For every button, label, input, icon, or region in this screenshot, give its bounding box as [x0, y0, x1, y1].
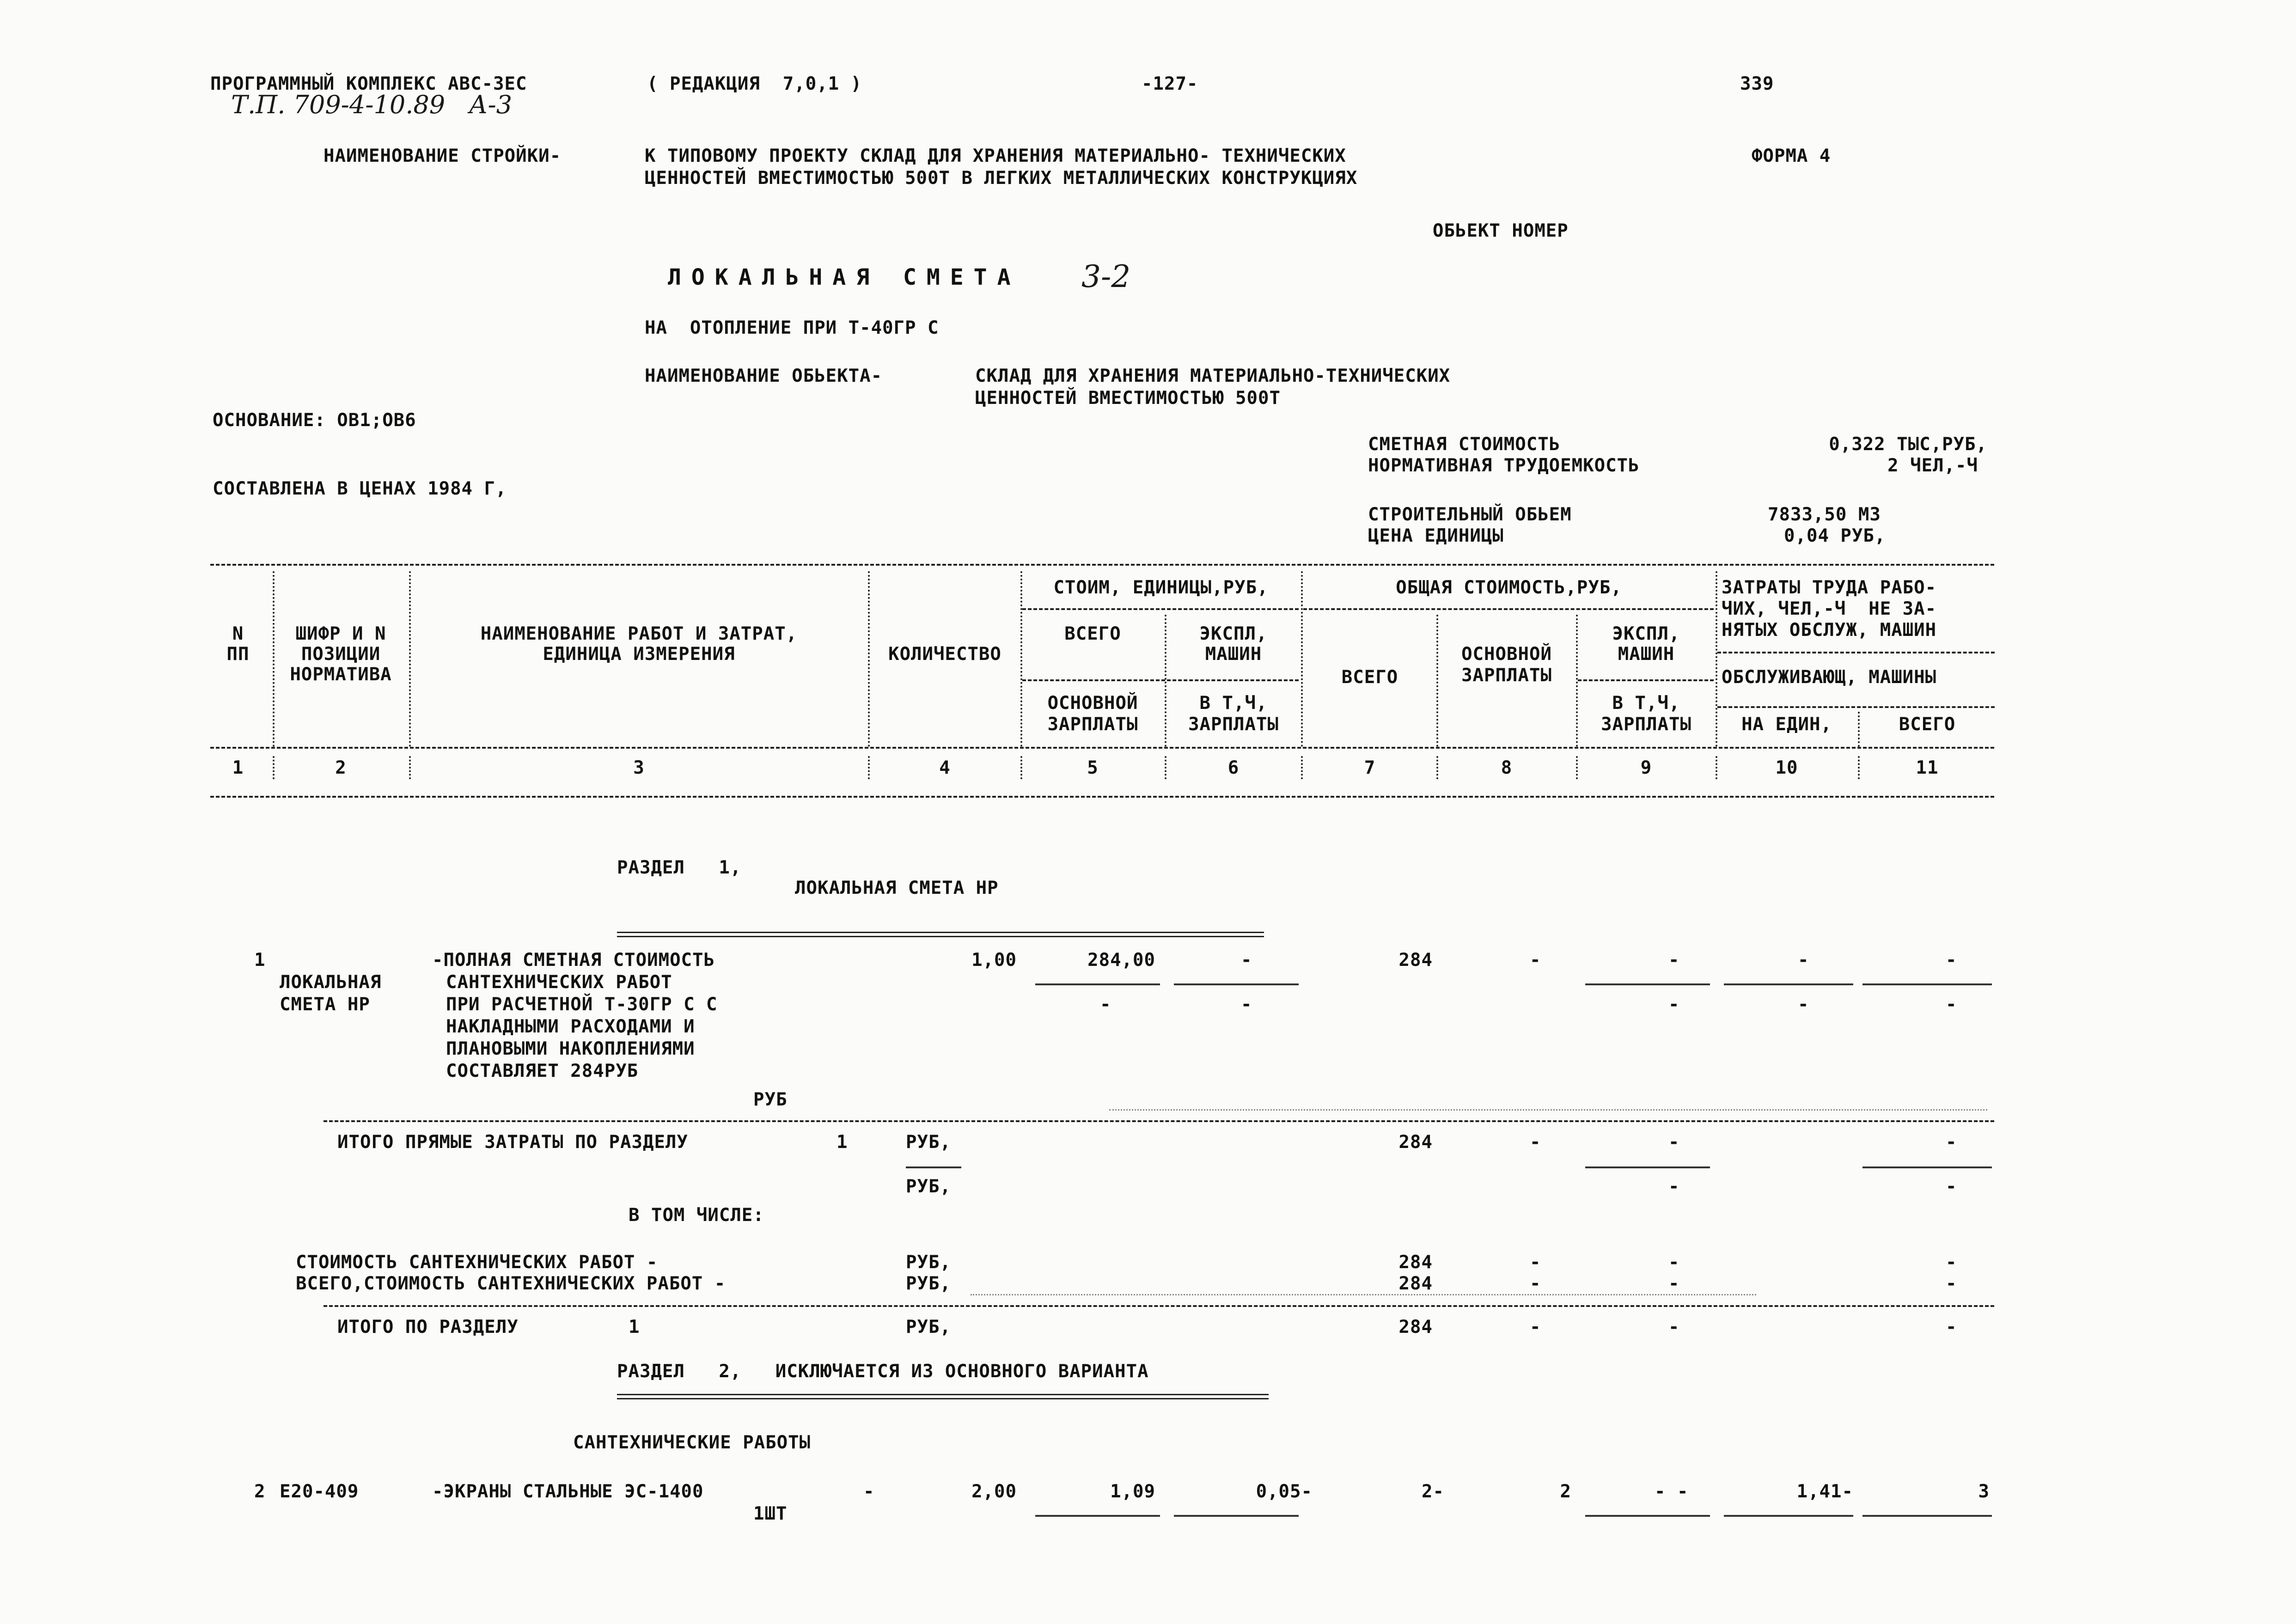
san-works-label: СТОИМОСТЬ САНТЕХНИЧЕСКИХ РАБОТ - [296, 1252, 658, 1273]
section-1-sum-number: 1 [629, 1317, 640, 1337]
item-2-labor-unit-underline [1724, 1515, 1853, 1517]
col-divider-6 [1301, 571, 1303, 747]
item-2-desc: -ЭКРАНЫ СТАЛЬНЫЕ ЭС-1400 [432, 1481, 704, 1502]
item-2-number: 2 [254, 1481, 266, 1502]
num-row-divider-3 [868, 756, 870, 779]
section-2-double-rule [617, 1394, 1269, 1399]
direct-costs-mach: - [1668, 1132, 1680, 1153]
labor-sub-rule [1717, 652, 1995, 653]
hdr-labor-group-2: ЧИХ, ЧЕЛ,-Ч НЕ ЗА- [1722, 598, 1937, 619]
item-1-dotted-line [1109, 1109, 1987, 1111]
col-divider-1 [273, 571, 275, 747]
hdr-labor-group-1: ЗАТРАТЫ ТРУДА РАБО- [1722, 577, 1937, 598]
item-1-desc-line5: ПЛАНОВЫМИ НАКОПЛЕНИЯМИ [446, 1038, 695, 1059]
page-number: -127- [1142, 73, 1198, 94]
item-1-unit: РУБ [753, 1089, 788, 1110]
all-san-works-mach: - [1668, 1273, 1680, 1294]
col-number-7: 7 [1364, 757, 1376, 778]
item-1-unit-price: 284,00 [1087, 950, 1155, 971]
item-1-desc-line6: СОСТАВЛЯЕТ 284РУБ [446, 1061, 639, 1081]
header-bottom-rule [210, 796, 1994, 798]
program-name: ПРОГРАММНЫЙ КОМПЛЕКС АВС-3ЕС [210, 73, 527, 94]
san-works-mach: - [1668, 1252, 1680, 1273]
hdr-total-mach-1: ЭКСПЛ, [1612, 623, 1680, 644]
hdr-total-incl-2: ЗАРПЛАТЫ [1601, 714, 1691, 735]
construction-line-1: К ТИПОВОМУ ПРОЕКТУ СКЛАД ДЛЯ ХРАНЕНИЯ МАТЕРИАЛЬНО- ТЕХНИЧЕСКИХ [645, 146, 1346, 166]
num-row-divider-9 [1716, 756, 1717, 779]
item-1-labor-total-underline [1862, 983, 1992, 985]
form-label: ФОРМА 4 [1752, 146, 1831, 166]
item-1-unit-mach: - [1241, 950, 1252, 971]
sheet-number: 339 [1740, 73, 1774, 94]
col-number-9: 9 [1640, 757, 1652, 778]
direct-costs-labor-underline [1862, 1166, 1992, 1168]
san-works-wage: - [1530, 1252, 1541, 1273]
item-1-unit-wage: - [1100, 994, 1111, 1015]
section-1-double-rule [617, 932, 1264, 937]
hdr-unit-wage-2: ЗАРПЛАТЫ [1047, 714, 1138, 735]
summary-labor-label: НОРМАТИВНАЯ ТРУДОЕМКОСТЬ [1368, 455, 1640, 476]
item-2-dash: - [863, 1481, 875, 1502]
item-2-unit-price: 1,09 [1110, 1481, 1155, 1502]
table-top-rule [210, 564, 1994, 566]
direct-costs-labor-2: - [1946, 1176, 1957, 1197]
hdr-unit-cost-group: СТОИМ, ЕДИНИЦЫ,РУБ, [1053, 577, 1269, 598]
all-san-works-label: ВСЕГО,СТОИМОСТЬ САНТЕХНИЧЕСКИХ РАБОТ - [296, 1273, 726, 1294]
hdr-c2-line3: НОРМАТИВА [290, 664, 392, 685]
basis-text: ОСНОВАНИЕ: ОВ1;ОВ6 [213, 410, 416, 431]
hdr-c2-line1: ШИФР И N [295, 623, 386, 644]
section-1-sum-mach: - [1668, 1317, 1680, 1337]
section-2-title: РАЗДЕЛ 2, ИСКЛЮЧАЕТСЯ ИЗ ОСНОВНОГО ВАРИАНТА [617, 1361, 1149, 1382]
hdr-unit-wage-1: ОСНОВНОЙ [1047, 693, 1138, 714]
num-row-divider-7 [1436, 756, 1438, 779]
item-2-quantity: 2,00 [971, 1481, 1017, 1502]
construction-label: НАИМЕНОВАНИЕ СТРОЙКИ- [324, 146, 562, 166]
direct-costs-label: ИТОГО ПРЯМЫЕ ЗАТРАТЫ ПО РАЗДЕЛУ [337, 1132, 688, 1153]
hdr-total-mach-2: МАШИН [1618, 644, 1675, 665]
item-1-desc-line4: НАКЛАДНЫМИ РАСХОДАМИ И [446, 1016, 695, 1037]
section-1-title: РАЗДЕЛ 1, [617, 857, 742, 878]
handwritten-estimate-number: 3-2 [1081, 259, 1131, 294]
object-label: НАИМЕНОВАНИЕ ОБЬЕКТА- [645, 366, 883, 386]
item-2-total-mach: - - [1655, 1481, 1689, 1502]
direct-costs-rub-underline [906, 1166, 961, 1168]
item-1-total: 284 [1398, 950, 1433, 971]
including-label: В ТОМ ЧИСЛЕ: [629, 1205, 764, 1226]
san-works-labor: - [1946, 1252, 1957, 1273]
item-2-total-mach-underline [1585, 1515, 1710, 1517]
hdr-total-all: ВСЕГО [1341, 667, 1398, 688]
hdr-unit-mach-2: МАШИН [1205, 644, 1262, 665]
section-1-sum-rub: РУБ, [906, 1317, 951, 1337]
item-2-mach-underline [1174, 1515, 1299, 1517]
col-number-10: 10 [1775, 757, 1798, 778]
num-row-divider-10 [1858, 756, 1860, 779]
hdr-c3-line2: ЕДИНИЦА ИЗМЕРЕНИЯ [543, 644, 735, 665]
item-1-labor-total: - [1946, 950, 1957, 971]
summary-volume-value: 7833,50 М3 [1768, 504, 1881, 525]
section-1-sum-wage: - [1530, 1317, 1541, 1337]
section-1-items-bottom-rule [324, 1120, 1994, 1122]
hdr-labor-service: ОБСЛУЖИВАЮЩ, МАШИНЫ [1722, 667, 1937, 688]
item-1-desc-line2: САНТЕХНИЧЕСКИХ РАБОТ [446, 972, 672, 993]
item-1-total-incl: - [1668, 994, 1680, 1015]
section-2-subtitle: САНТЕХНИЧЕСКИЕ РАБОТЫ [573, 1432, 811, 1453]
hdr-total-wage-2: ЗАРПЛАТЫ [1461, 665, 1552, 686]
item-1-number: 1 [254, 950, 266, 971]
item-2-total-wage: 2 [1560, 1481, 1571, 1502]
hdr-unit-total: ВСЕГО [1064, 623, 1121, 644]
num-row-divider-4 [1020, 756, 1022, 779]
summary-cost-value: 0,322 ТЫС,РУБ, [1829, 434, 1987, 455]
direct-costs-section-number: 1 [837, 1132, 848, 1153]
object-line-2: ЦЕННОСТЕЙ ВМЕСТИМОСТЬЮ 500Т [975, 388, 1281, 409]
all-san-works-labor: - [1946, 1273, 1957, 1294]
num-row-divider-1 [273, 756, 275, 779]
all-san-works-wage: - [1530, 1273, 1541, 1294]
hdr-c3-line1: НАИМЕНОВАНИЕ РАБОТ И ЗАТРАТ, [480, 623, 798, 644]
direct-costs-labor: - [1946, 1132, 1957, 1153]
summary-labor-value: 2 ЧЕЛ,-Ч [1887, 455, 1978, 476]
object-number-label: ОБЬЕКТ НОМЕР [1433, 220, 1569, 241]
direct-costs-total: 284 [1398, 1132, 1433, 1153]
item-2-total: 2- [1422, 1481, 1444, 1502]
item-1-labor-total-2: - [1946, 994, 1957, 1015]
hdr-labor-per-unit: НА ЕДИН, [1741, 714, 1832, 735]
summary-unit-label: ЦЕНА ЕДИНИЦЫ [1368, 525, 1504, 546]
item-1-total-wage: - [1530, 950, 1541, 971]
program-edition: ( РЕДАКЦИЯ 7,0,1 ) [647, 73, 862, 94]
col-number-1: 1 [232, 757, 244, 778]
hdr-c2-line2: ПОЗИЦИИ [301, 644, 381, 665]
item-1-total-mach: - [1668, 950, 1680, 971]
unit-cost-sub-rule [1022, 608, 1299, 610]
col-number-5: 5 [1087, 757, 1099, 778]
col-divider-2 [409, 571, 411, 747]
item-1-mach-underline [1174, 983, 1299, 985]
hdr-c1-line1: N [232, 623, 244, 644]
all-san-works-total: 284 [1398, 1273, 1433, 1294]
construction-line-2: ЦЕННОСТЕЙ ВМЕСТИМОСТЬЮ 500Т В ЛЕГКИХ МЕТАЛЛИЧЕСКИХ КОНСТРУКЦИЯХ [645, 168, 1358, 189]
san-works-total: 284 [1398, 1252, 1433, 1273]
col-number-6: 6 [1227, 757, 1240, 778]
unit-cost-mid-rule [1022, 679, 1299, 681]
hdr-labor-total: ВСЕГО [1899, 714, 1956, 735]
col-number-11: 11 [1916, 757, 1939, 778]
num-row-divider-5 [1165, 756, 1166, 779]
item-1-price-underline [1035, 983, 1160, 985]
section-1-sum-top-rule [324, 1305, 1994, 1307]
item-2-labor-unit: 1,41- [1796, 1481, 1853, 1502]
summary-volume-label: СТРОИТЕЛЬНЫЙ ОБЬЕМ [1368, 504, 1572, 525]
item-2-code: Е20-409 [280, 1481, 359, 1502]
item-1-labor-unit-underline [1724, 983, 1853, 985]
num-row-divider-6 [1301, 756, 1303, 779]
item-2-price-underline [1035, 1515, 1160, 1517]
num-row-divider-8 [1576, 756, 1578, 779]
total-cost-sub-rule [1303, 608, 1714, 610]
hdr-total-group: ОБЩАЯ СТОИМОСТЬ,РУБ, [1396, 577, 1622, 598]
hdr-c4: КОЛИЧЕСТВО [888, 644, 1001, 665]
item-1-unit-incl: - [1241, 994, 1252, 1015]
san-works-rub: РУБ, [906, 1252, 951, 1273]
section-1-sum-total: 284 [1398, 1317, 1433, 1337]
item-1-quantity: 1,00 [971, 950, 1017, 971]
section-1-sum-labor: - [1946, 1317, 1957, 1337]
hdr-labor-group-3: НЯТЫХ ОБСЛУЖ, МАШИН [1722, 620, 1937, 641]
handwritten-project-code: Т.П. 709-4-10.89 А-3 [231, 90, 513, 119]
col-number-3: 3 [633, 757, 645, 778]
hdr-c1-line2: ПП [226, 644, 250, 665]
section-1-sum-label: ИТОГО ПО РАЗДЕЛУ [337, 1317, 519, 1337]
item-2-labor-total: 3 [1978, 1481, 1990, 1502]
summary-unit-value: 0,04 РУБ, [1784, 525, 1886, 546]
item-1-total-mach-underline [1585, 983, 1710, 985]
hdr-unit-incl-2: ЗАРПЛАТЫ [1188, 714, 1279, 735]
prices-text: СОСТАВЛЕНА В ЦЕНАХ 1984 Г, [213, 478, 507, 499]
hdr-total-incl-1: В Т,Ч, [1612, 693, 1680, 714]
estimate-title: ЛОКАЛЬНАЯ СМЕТА [668, 264, 1021, 290]
direct-costs-rub-1: РУБ, [906, 1132, 951, 1153]
item-1-desc-line1: -ПОЛНАЯ СМЕТНАЯ СТОИМОСТЬ [432, 950, 715, 971]
num-row-divider-2 [409, 756, 411, 779]
direct-costs-rub-2: РУБ, [906, 1176, 951, 1197]
item-1-code-line1: ЛОКАЛЬНАЯ [280, 972, 382, 993]
hdr-unit-mach-1: ЭКСПЛ, [1199, 623, 1268, 644]
hdr-unit-incl-1: В Т,Ч, [1199, 693, 1268, 714]
estimate-subject: НА ОТОПЛЕНИЕ ПРИ Т-40ГР С [645, 317, 939, 338]
col-number-2: 2 [335, 757, 347, 778]
direct-costs-mach-underline [1585, 1166, 1710, 1168]
object-line-1: СКЛАД ДЛЯ ХРАНЕНИЯ МАТЕРИАЛЬНО-ТЕХНИЧЕСКИХ [975, 366, 1451, 386]
header-numbers-top-rule [210, 747, 1994, 749]
hdr-total-wage-1: ОСНОВНОЙ [1461, 644, 1552, 665]
total-mach-mid-rule [1578, 679, 1714, 681]
section-1-subtitle: ЛОКАЛЬНАЯ СМЕТА НР [795, 878, 999, 898]
item-2-labor-total-underline [1862, 1515, 1992, 1517]
col-number-4: 4 [939, 757, 951, 778]
item-1-code-line2: СМЕТА НР [280, 994, 370, 1015]
direct-costs-mach-2: - [1668, 1176, 1680, 1197]
item-1-desc-line3: ПРИ РАСЧЕТНОЙ Т-30ГР С С [446, 994, 718, 1015]
labor-mid-rule [1717, 706, 1995, 708]
col-number-8: 8 [1501, 757, 1513, 778]
all-san-works-dotted-line [971, 1294, 1756, 1295]
summary-cost-label: СМЕТНАЯ СТОИМОСТЬ [1368, 434, 1561, 455]
item-2-unit: 1ШТ [753, 1503, 788, 1524]
item-2-unit-mach: 0,05- [1256, 1481, 1313, 1502]
item-1-labor-unit-2: - [1798, 994, 1809, 1015]
all-san-works-rub: РУБ, [906, 1273, 951, 1294]
item-1-labor-unit: - [1798, 950, 1809, 971]
direct-costs-wage: - [1530, 1132, 1541, 1153]
